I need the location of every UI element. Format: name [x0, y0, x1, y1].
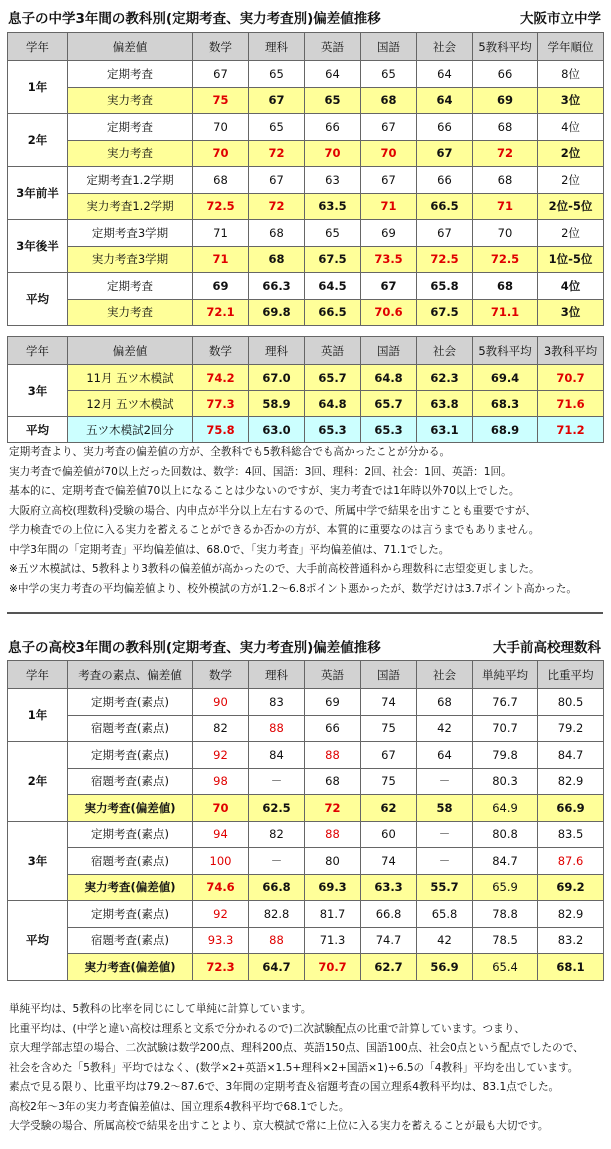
score-cell: 92	[193, 901, 249, 928]
hs-row	[8, 795, 604, 822]
score-cell: 80	[305, 848, 361, 875]
score-cell: 69.4	[473, 365, 538, 391]
exam-name: 定期考査(素点)	[68, 689, 193, 716]
score-cell: 68	[473, 167, 538, 194]
score-cell: 64.5	[305, 273, 361, 300]
score-cell: 67	[417, 140, 473, 167]
exam-name: 定期考査(素点)	[68, 901, 193, 928]
year-label: 2年	[8, 114, 68, 167]
column-header: 3教科平均	[538, 337, 604, 365]
score-cell: 66	[305, 114, 361, 141]
exam-name: 宿題考査(素点)	[68, 768, 193, 795]
score-cell: 64.8	[305, 391, 361, 417]
score-cell: 67.5	[417, 299, 473, 326]
score-cell: 75	[361, 768, 417, 795]
column-header: 偏差値	[68, 33, 193, 61]
score-cell: 75.8	[193, 417, 249, 443]
hs-notes	[9, 1000, 605, 1137]
score-cell: 69.3	[305, 874, 361, 901]
exam-name: 実力考査	[68, 140, 193, 167]
score-cell: 83.5	[538, 821, 604, 848]
column-header: 社会	[417, 337, 473, 365]
note-line: 実力考査で偏差値が70以上だった回数は、数学：4回、国語：3回、理科：2回、社会：1回、英語：1回。	[9, 465, 512, 478]
score-cell: 62.5	[249, 795, 305, 822]
exam-name: 定期考査	[68, 61, 193, 88]
score-cell: 79.2	[538, 715, 604, 742]
score-cell: 66.5	[417, 193, 473, 220]
score-cell: 70	[305, 140, 361, 167]
score-cell: 72.3	[193, 954, 249, 981]
score-cell: 64.9	[473, 795, 538, 822]
score-cell: 64	[417, 87, 473, 114]
score-cell: 63	[305, 167, 361, 194]
score-cell: 69	[361, 220, 417, 247]
score-cell: 68.3	[473, 391, 538, 417]
jh-row	[8, 299, 604, 326]
score-cell: 3位	[538, 299, 604, 326]
jh-school: 大阪市立中学	[520, 11, 601, 27]
score-cell: 73.5	[361, 246, 417, 273]
exam-name: 実力考査	[68, 299, 193, 326]
year-label: 平均	[8, 417, 68, 443]
hs-row	[8, 874, 604, 901]
score-cell: 66	[305, 715, 361, 742]
exam-name: 宿題考査(素点)	[68, 927, 193, 954]
exam-name: 定期考査3学期	[68, 220, 193, 247]
score-cell: 79.8	[473, 742, 538, 769]
column-header: 英語	[305, 33, 361, 61]
score-cell: 65.4	[473, 954, 538, 981]
score-cell: 67	[361, 273, 417, 300]
score-cell: 70.6	[361, 299, 417, 326]
score-cell: 8位	[538, 61, 604, 88]
column-header: 学年	[8, 337, 68, 365]
score-cell: 65.7	[305, 365, 361, 391]
column-header: 国語	[361, 33, 417, 61]
score-cell: 66	[417, 114, 473, 141]
exam-name: 五ツ木模試2回分	[68, 417, 193, 443]
score-cell: 65	[249, 114, 305, 141]
exam-name: 実力考査1.2学期	[68, 193, 193, 220]
mock-avg-row	[8, 417, 604, 443]
column-header: 英語	[305, 661, 361, 689]
score-cell: 69	[193, 273, 249, 300]
score-cell: 63.3	[361, 874, 417, 901]
jh-notes	[9, 443, 605, 599]
score-cell: 74.6	[193, 874, 249, 901]
score-cell: 70.7	[538, 365, 604, 391]
score-cell: 93.3	[193, 927, 249, 954]
score-cell: 64	[417, 61, 473, 88]
score-cell: 4位	[538, 114, 604, 141]
hs-row	[8, 821, 604, 848]
hs-row	[8, 689, 604, 716]
column-header: 数学	[193, 337, 249, 365]
score-cell: 67	[193, 61, 249, 88]
exam-name: 定期考査(素点)	[68, 821, 193, 848]
column-header: 単純平均	[473, 661, 538, 689]
score-cell: 81.7	[305, 901, 361, 928]
score-cell: 74.2	[193, 365, 249, 391]
year-label: 3年	[8, 821, 68, 901]
score-cell: 98	[193, 768, 249, 795]
score-cell: 2位	[538, 220, 604, 247]
score-cell: 67	[361, 114, 417, 141]
score-cell: 68	[361, 87, 417, 114]
score-cell: 42	[417, 715, 473, 742]
score-cell: 68	[473, 273, 538, 300]
score-cell: 78.8	[473, 901, 538, 928]
score-cell: 65	[305, 87, 361, 114]
score-cell: 88	[305, 742, 361, 769]
score-cell: 1位-5位	[538, 246, 604, 273]
year-label: 平均	[8, 901, 68, 981]
score-cell: 3位	[538, 87, 604, 114]
exam-name: 実力考査	[68, 87, 193, 114]
score-cell: 67	[361, 742, 417, 769]
score-cell: 68	[249, 246, 305, 273]
score-cell: 74	[361, 689, 417, 716]
score-cell: 70.7	[305, 954, 361, 981]
score-cell: 67	[249, 87, 305, 114]
exam-name: 12月 五ツ木模試	[68, 391, 193, 417]
note-line: 社会を含めた「5教科」平均ではなく、(数学×2+英語×1.5+理科×2+国語×1)÷6.5の「4教科」平均を出しています。	[9, 1061, 579, 1074]
year-label: 1年	[8, 689, 68, 742]
score-cell: 71.3	[305, 927, 361, 954]
score-cell: 65.8	[417, 273, 473, 300]
score-cell: 72	[305, 795, 361, 822]
year-label: 3年前半	[8, 167, 68, 220]
score-cell: 58	[417, 795, 473, 822]
hs-row	[8, 768, 604, 795]
score-cell: 87.6	[538, 848, 604, 875]
score-cell: 75	[361, 715, 417, 742]
column-header: 考査の素点、偏差値	[68, 661, 193, 689]
hs-row	[8, 954, 604, 981]
score-cell: 88	[249, 927, 305, 954]
score-cell: 70	[193, 795, 249, 822]
score-cell: 82.9	[538, 768, 604, 795]
score-cell: 68.1	[538, 954, 604, 981]
column-header: 社会	[417, 33, 473, 61]
score-cell: 70.7	[473, 715, 538, 742]
score-cell: 70	[193, 140, 249, 167]
score-cell: 63.0	[249, 417, 305, 443]
score-cell: 64	[417, 742, 473, 769]
score-cell: 76.7	[473, 689, 538, 716]
score-cell: 64.7	[249, 954, 305, 981]
score-cell: 69	[305, 689, 361, 716]
jh-table	[7, 32, 604, 326]
score-cell: 65.7	[361, 391, 417, 417]
score-cell: 60	[361, 821, 417, 848]
note-line: ※中学の実力考査の平均偏差値より、校外模試の方が1.2〜6.8ポイント悪かったが、数学だけは3.7ポイント高かった。	[9, 582, 577, 595]
score-cell: 84.7	[473, 848, 538, 875]
exam-name: 11月 五ツ木模試	[68, 365, 193, 391]
score-cell: 71	[473, 193, 538, 220]
score-cell: 67.5	[305, 246, 361, 273]
score-cell: 69	[473, 87, 538, 114]
jh-title: 息子の中学3年間の教科別(定期考査、実力考査別)偏差値推移	[8, 11, 381, 27]
score-cell: 65.3	[305, 417, 361, 443]
column-header: 学年順位	[538, 33, 604, 61]
score-cell: 66.3	[249, 273, 305, 300]
note-line: 中学3年間の「定期考査」平均偏差値は、68.0で、「実力考査」平均偏差値は、71.1でした。	[9, 543, 450, 556]
jh-header	[8, 6, 601, 28]
score-cell: 69.2	[538, 874, 604, 901]
score-cell: 2位	[538, 167, 604, 194]
year-label: 1年	[8, 61, 68, 114]
jh-row	[8, 167, 604, 194]
mock-table	[7, 336, 604, 443]
jh-row	[8, 61, 604, 88]
column-header: 国語	[361, 337, 417, 365]
score-cell: 2位	[538, 140, 604, 167]
score-cell: 72.5	[473, 246, 538, 273]
score-cell: 67	[361, 167, 417, 194]
column-header: 数学	[193, 33, 249, 61]
score-cell: 2位-5位	[538, 193, 604, 220]
score-cell: 67.0	[249, 365, 305, 391]
score-cell: 65.9	[473, 874, 538, 901]
note-line: 高校2年〜3年の実力考査偏差値は、国立理系4教科平均で68.1でした。	[9, 1100, 350, 1113]
note-line: 大学受験の場合、所属高校で結果を出すことより、京大模試で常に上位に入る実力を蓄えることが最も大切です。	[9, 1120, 549, 1132]
score-cell: 68	[305, 768, 361, 795]
note-line: 素点で見る限り、比重平均は79.2〜87.6で、3年間の定期考査＆宿題考査の国立理系4教科平均は、83.1点でした。	[9, 1081, 560, 1093]
score-cell: 68	[417, 689, 473, 716]
jh-row	[8, 193, 604, 220]
score-cell: 72.5	[193, 193, 249, 220]
score-cell: 62.7	[361, 954, 417, 981]
score-cell: 65.8	[417, 901, 473, 928]
column-header: 国語	[361, 661, 417, 689]
note-line: 京大理学部志望の場合、二次試験は数学200点、理科200点、英語150点、国語100点、社会0点という配点でしたので、	[9, 1042, 584, 1054]
score-cell: 77.3	[193, 391, 249, 417]
exam-name: 定期考査	[68, 273, 193, 300]
note-line: 比重平均は、(中学と違い高校は理系と文系で分かれるので)二次試験配点の比重で計算しています。つまり、	[9, 1022, 525, 1035]
score-cell: 88	[249, 715, 305, 742]
column-header: 5教科平均	[473, 33, 538, 61]
jh-row	[8, 273, 604, 300]
score-cell: 83.2	[538, 927, 604, 954]
score-cell: 78.5	[473, 927, 538, 954]
hs-row	[8, 715, 604, 742]
score-cell: 82.9	[538, 901, 604, 928]
score-cell: 71	[193, 246, 249, 273]
hs-row	[8, 742, 604, 769]
score-cell: 72	[249, 140, 305, 167]
exam-name: 実力考査(偏差値)	[68, 874, 193, 901]
column-header: 理科	[249, 33, 305, 61]
exam-name: 宿題考査(素点)	[68, 715, 193, 742]
hs-row	[8, 927, 604, 954]
score-cell: 65	[305, 220, 361, 247]
score-cell: 74.7	[361, 927, 417, 954]
score-cell: 63.5	[305, 193, 361, 220]
score-cell: 80.8	[473, 821, 538, 848]
exam-name: 定期考査(素点)	[68, 742, 193, 769]
score-cell: 63.8	[417, 391, 473, 417]
score-cell: 84	[249, 742, 305, 769]
score-cell: 70	[193, 114, 249, 141]
score-cell: －	[417, 821, 473, 848]
year-label: 2年	[8, 742, 68, 822]
score-cell: 74	[361, 848, 417, 875]
score-cell: 64	[305, 61, 361, 88]
score-cell: 71.6	[538, 391, 604, 417]
score-cell: 68	[473, 114, 538, 141]
mock-row	[8, 365, 604, 391]
score-cell: 71.2	[538, 417, 604, 443]
score-cell: 82	[249, 821, 305, 848]
score-cell: 94	[193, 821, 249, 848]
note-line: 基本的に、定期考査で偏差値70以上になることは少ないのですが、実力考査では1年時以外70以上でした。	[9, 485, 520, 497]
column-header: 学年	[8, 661, 68, 689]
score-cell: －	[417, 848, 473, 875]
column-header: 学年	[8, 33, 68, 61]
score-cell: 42	[417, 927, 473, 954]
score-cell: 82.8	[249, 901, 305, 928]
score-cell: 70	[473, 220, 538, 247]
score-cell: 69.8	[249, 299, 305, 326]
hs-title: 息子の高校3年間の教科別(定期考査、実力考査別)偏差値推移	[8, 640, 381, 656]
hs-table	[7, 660, 604, 981]
score-cell: 58.9	[249, 391, 305, 417]
score-cell: 92	[193, 742, 249, 769]
score-cell: 82	[193, 715, 249, 742]
score-cell: 72	[249, 193, 305, 220]
score-cell: 65	[249, 61, 305, 88]
mock-row	[8, 391, 604, 417]
score-cell: 90	[193, 689, 249, 716]
exam-name: 実力考査(偏差値)	[68, 795, 193, 822]
score-cell: 75	[193, 87, 249, 114]
score-cell: 65	[361, 61, 417, 88]
jh-row	[8, 114, 604, 141]
score-cell: 66	[473, 61, 538, 88]
exam-name: 定期考査1.2学期	[68, 167, 193, 194]
hs-row	[8, 901, 604, 928]
column-header: 理科	[249, 337, 305, 365]
exam-name: 実力考査3学期	[68, 246, 193, 273]
score-cell: 4位	[538, 273, 604, 300]
score-cell: 72.5	[417, 246, 473, 273]
score-cell: 67	[249, 167, 305, 194]
jh-row	[8, 220, 604, 247]
score-cell: 66.9	[538, 795, 604, 822]
jh-row	[8, 140, 604, 167]
score-cell: 71	[361, 193, 417, 220]
score-cell: 68	[249, 220, 305, 247]
score-cell: 100	[193, 848, 249, 875]
score-cell: 68.9	[473, 417, 538, 443]
hs-row	[8, 848, 604, 875]
column-header: 数学	[193, 661, 249, 689]
score-cell: 66.8	[249, 874, 305, 901]
exam-name: 定期考査	[68, 114, 193, 141]
score-cell: 68	[193, 167, 249, 194]
score-cell: 67	[417, 220, 473, 247]
score-cell: 66.8	[361, 901, 417, 928]
jh-row	[8, 87, 604, 114]
column-header: 理科	[249, 661, 305, 689]
divider	[7, 612, 603, 614]
year-label: 3年後半	[8, 220, 68, 273]
score-cell: 83	[249, 689, 305, 716]
score-cell: 70	[361, 140, 417, 167]
score-cell: －	[417, 768, 473, 795]
exam-name: 実力考査(偏差値)	[68, 954, 193, 981]
column-header: 英語	[305, 337, 361, 365]
score-cell: 65.3	[361, 417, 417, 443]
score-cell: 64.8	[361, 365, 417, 391]
score-cell: 71	[193, 220, 249, 247]
year-label: 3年	[8, 365, 68, 417]
score-cell: 84.7	[538, 742, 604, 769]
column-header: 比重平均	[538, 661, 604, 689]
score-cell: 55.7	[417, 874, 473, 901]
score-cell: 80.5	[538, 689, 604, 716]
note-line: 大阪府立高校(理数科)受験の場合、内申点が半分以上左右するので、所属中学で結果を出すことも重要ですが、	[9, 504, 537, 517]
hs-header	[8, 635, 601, 657]
score-cell: 62	[361, 795, 417, 822]
note-line: 単純平均は、5教科の比率を同じにして単純に計算しています。	[9, 1003, 312, 1015]
column-header: 5教科平均	[473, 337, 538, 365]
score-cell: 72	[473, 140, 538, 167]
score-cell: 62.3	[417, 365, 473, 391]
year-label: 平均	[8, 273, 68, 326]
score-cell: 72.1	[193, 299, 249, 326]
score-cell: 63.1	[417, 417, 473, 443]
score-cell: 71.1	[473, 299, 538, 326]
note-line: ※五ツ木模試は、5教科より3教科の偏差値が高かったので、大手前高校普通科から理数科に志望変更しました。	[9, 563, 540, 575]
exam-name: 宿題考査(素点)	[68, 848, 193, 875]
note-line: 定期考査より、実力考査の偏差値の方が、全教科でも5教科総合でも高かったことが分かる。	[9, 446, 451, 458]
score-cell: 88	[305, 821, 361, 848]
score-cell: 56.9	[417, 954, 473, 981]
jh-row	[8, 246, 604, 273]
column-header: 社会	[417, 661, 473, 689]
column-header: 偏差値	[68, 337, 193, 365]
score-cell: 66.5	[305, 299, 361, 326]
score-cell: 66	[417, 167, 473, 194]
note-line: 学力検査での上位に入る実力を蓄えることができるか否かの方が、本質的に重要なのは言うまでもありません。	[9, 524, 540, 536]
score-cell: －	[249, 848, 305, 875]
score-cell: －	[249, 768, 305, 795]
score-cell: 80.3	[473, 768, 538, 795]
hs-school: 大手前高校理数科	[493, 640, 601, 656]
